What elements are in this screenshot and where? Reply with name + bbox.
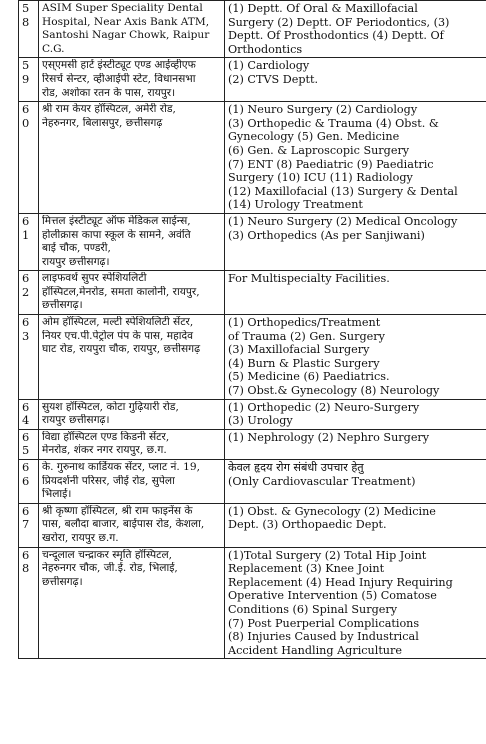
serial-number: 60 bbox=[19, 102, 39, 214]
hospital-name-address bbox=[39, 399, 225, 429]
address-line: विद्या हॉस्पिटल एण्ड किडनी सेंटर, bbox=[42, 430, 170, 443]
specialty-line: (4) Burn & Plastic Surgery bbox=[228, 356, 380, 370]
specialty-line: Operative Intervention (5) Comatose bbox=[228, 589, 437, 603]
hospital-name-address bbox=[39, 58, 225, 102]
address-line: सुयश हॉस्पिटल, कोटा गुढ़ियारी रोड, bbox=[42, 400, 179, 413]
address-line: लाइफवर्थ सुपर स्पेशियलिटी bbox=[42, 272, 147, 285]
specialties bbox=[225, 547, 486, 659]
specialty-line: (7) Post Puerperial Complications bbox=[228, 616, 420, 630]
address-line: बाई चौक, पण्डरी, bbox=[42, 242, 111, 255]
address-line: हॉस्पिटल,मेनरोड, समता कालोनी, रायपुर, bbox=[42, 285, 200, 298]
specialties bbox=[225, 460, 486, 504]
address-line: रायपुर छत्तीसगढ़। bbox=[42, 414, 110, 427]
table-row bbox=[19, 1, 486, 58]
table-row bbox=[19, 102, 486, 214]
serial-number: 59 bbox=[19, 58, 39, 102]
address-line: चन्दूलाल चन्द्राकर स्मृति हॉस्पिटल, bbox=[42, 548, 173, 561]
specialty-line: (12) Maxillofacial (13) Surgery & Dental bbox=[228, 184, 458, 198]
specialties bbox=[225, 315, 486, 400]
specialty-line: (1) Nephrology (2) Nephro Surgery bbox=[228, 430, 430, 444]
serial-number: 64 bbox=[19, 399, 39, 429]
specialty-line: Conditions (6) Spinal Surgery bbox=[228, 602, 398, 616]
address-line: के. गुरुनाथ कार्डियक सेंटर, प्लाट नं. 19, bbox=[42, 461, 200, 473]
specialty-line: (7) ENT (8) Paediatric (9) Paediatric bbox=[228, 157, 434, 171]
specialty-line: (1) Obst. & Gynecology (2) Medicine bbox=[228, 504, 436, 518]
specialties bbox=[225, 58, 486, 102]
address-line: रिसर्च सेन्टर, व्हीआईपी स्टेट, विधानसभा bbox=[42, 72, 196, 85]
specialty-line: (1) Neuro Surgery (2) Cardiology bbox=[228, 103, 418, 117]
specialty-line: (1) Cardiology bbox=[228, 59, 310, 73]
hospital-list-table bbox=[18, 0, 486, 659]
specialty-line: (6) Gen. & Laproscopic Surgery bbox=[228, 143, 410, 157]
hospital-name-address bbox=[39, 271, 225, 315]
address-line: नेहरुनगर चौक, जी.ई. रोड, भिलाई, bbox=[42, 562, 178, 575]
hospital-name-address bbox=[39, 460, 225, 504]
specialty-line: (5) Medicine (6) Paediatrics. bbox=[228, 370, 390, 384]
specialty-line: Deptt. Of Prosthodontics (4) Deptt. Of bbox=[228, 29, 444, 43]
address-line: नियर एच.पी.पेट्रोल पंप के पास, महादेव bbox=[42, 329, 193, 342]
hospital-name-address bbox=[39, 547, 225, 659]
serial-number: 63 bbox=[19, 315, 39, 400]
specialty-line: Replacement (4) Head Injury Requiring bbox=[228, 575, 453, 589]
address-line: छत्तीसगढ़। bbox=[42, 575, 83, 588]
specialty-line: (1) Orthopedics/Treatment bbox=[228, 316, 381, 330]
address-line: मेनरोड, शंकर नगर रायपुर, छ.ग. bbox=[42, 444, 167, 457]
address-line: Hospital, Near Axis Bank ATM, bbox=[42, 15, 210, 28]
address-line: छत्तीसगढ़। bbox=[42, 299, 83, 312]
serial-number: 61 bbox=[19, 213, 39, 270]
table-row bbox=[19, 399, 486, 429]
address-line: प्रियदर्शनी परिसर, जीई रोड, सुपेला bbox=[42, 474, 175, 487]
specialties bbox=[225, 1, 486, 58]
specialties bbox=[225, 271, 486, 315]
serial-number: 68 bbox=[19, 547, 39, 659]
address-line: घाट रोड, रायपुरा चौक, रायपुर, छत्तीसगढ़ bbox=[42, 343, 201, 356]
address-line: श्री कृष्णा हॉस्पिटल, श्री राम फाइनेंस के bbox=[42, 504, 193, 517]
specialties bbox=[225, 213, 486, 270]
hospital-name-address bbox=[39, 102, 225, 214]
specialty-line: केवल हृदय रोग संबंधी उपचार हेतु bbox=[228, 461, 364, 474]
address-line: रायपुर छत्तीसगढ़। bbox=[42, 255, 110, 268]
address-line: ओम हॉस्पिटल, मल्टी स्पेशियलिटी सेंटर, bbox=[42, 316, 194, 329]
specialty-line: (2) CTVS Deptt. bbox=[228, 72, 319, 86]
specialty-line: Accident Handling Agriculture bbox=[228, 643, 402, 657]
specialties bbox=[225, 429, 486, 459]
hospital-name-address bbox=[39, 1, 225, 58]
hospital-name-address bbox=[39, 213, 225, 270]
specialty-line: Gynecology (5) Gen. Medicine bbox=[228, 130, 400, 144]
address-line: खरोरा, रायपुर छ.ग. bbox=[42, 531, 119, 544]
specialty-line: (3) Urology bbox=[228, 414, 293, 428]
serial-number: 65 bbox=[19, 429, 39, 459]
address-line: होलीक्रास कापा स्कूल के सामने, अवंति bbox=[42, 228, 191, 241]
specialty-line: (7) Obst.& Gynecology (8) Neurology bbox=[228, 384, 440, 398]
address-line: श्री राम केयर हॉस्पिटल, अमेरी रोड, bbox=[42, 103, 176, 116]
specialty-line: Orthodontics bbox=[228, 42, 303, 56]
address-line: पास, बलौदा बाजार, बाईपास रोड, केशला, bbox=[42, 518, 205, 531]
address-line: एस्एमसी हार्ट इंस्टीट्यूट एण्ड आईव्हीएफ bbox=[42, 59, 196, 72]
specialty-line: (3) Orthopedics (As per Sanjiwani) bbox=[228, 228, 425, 242]
specialty-line: Replacement (3) Knee Joint bbox=[228, 562, 385, 576]
table-row bbox=[19, 58, 486, 102]
hospital-name-address bbox=[39, 315, 225, 400]
specialty-line: Dept. (3) Orthopaedic Dept. bbox=[228, 518, 387, 532]
specialties bbox=[225, 102, 486, 214]
hospital-name-address bbox=[39, 503, 225, 547]
specialty-line: (1) Orthopedic (2) Neuro-Surgery bbox=[228, 400, 420, 414]
table-row bbox=[19, 547, 486, 659]
specialties bbox=[225, 399, 486, 429]
serial-number: 66 bbox=[19, 460, 39, 504]
specialty-line: (1) Deptt. Of Oral & Maxillofacial bbox=[228, 2, 418, 15]
table-row bbox=[19, 503, 486, 547]
address-line: भिलाई। bbox=[42, 488, 72, 501]
table-row bbox=[19, 460, 486, 504]
address-line: मित्तल इंस्टीट्यूट ऑफ मेडिकल साईन्स, bbox=[42, 214, 191, 227]
specialty-line: (8) Injuries Caused by Industrical bbox=[228, 630, 419, 644]
specialty-line: (14) Urology Treatment bbox=[228, 198, 363, 212]
address-line: नेहरुनगर, बिलासपुर, छत्तीसगढ़ bbox=[42, 116, 163, 129]
address-line: रोड, अशोका रतन के पास, रायपुर। bbox=[42, 86, 176, 99]
specialty-line: Surgery (2) Deptt. OF Periodontics, (3) bbox=[228, 15, 450, 29]
specialty-line: For Multispecialty Facilities. bbox=[228, 272, 390, 286]
table-row bbox=[19, 315, 486, 400]
serial-number: 62 bbox=[19, 271, 39, 315]
specialty-line: (3) Maxillofacial Surgery bbox=[228, 343, 370, 357]
specialty-line: Surgery (10) ICU (11) Radiology bbox=[228, 171, 413, 185]
table-row bbox=[19, 429, 486, 459]
serial-number: 67 bbox=[19, 503, 39, 547]
specialty-line: (1)Total Surgery (2) Total Hip Joint bbox=[228, 548, 427, 562]
table-row bbox=[19, 213, 486, 270]
address-line: Santoshi Nagar Chowk, Raipur bbox=[42, 29, 210, 42]
serial-number: 58 bbox=[19, 1, 39, 58]
address-line: C.G. bbox=[42, 42, 65, 55]
hospital-name-address bbox=[39, 429, 225, 459]
specialty-line: (3) Orthopedic & Trauma (4) Obst. & bbox=[228, 116, 439, 130]
address-line: ASIM Super Speciality Dental bbox=[42, 2, 203, 14]
table-row bbox=[19, 271, 486, 315]
specialty-line: (Only Cardiovascular Treatment) bbox=[228, 474, 416, 488]
specialty-line: of Trauma (2) Gen. Surgery bbox=[228, 329, 385, 343]
specialty-line: (1) Neuro Surgery (2) Medical Oncology bbox=[228, 214, 458, 228]
specialties bbox=[225, 503, 486, 547]
